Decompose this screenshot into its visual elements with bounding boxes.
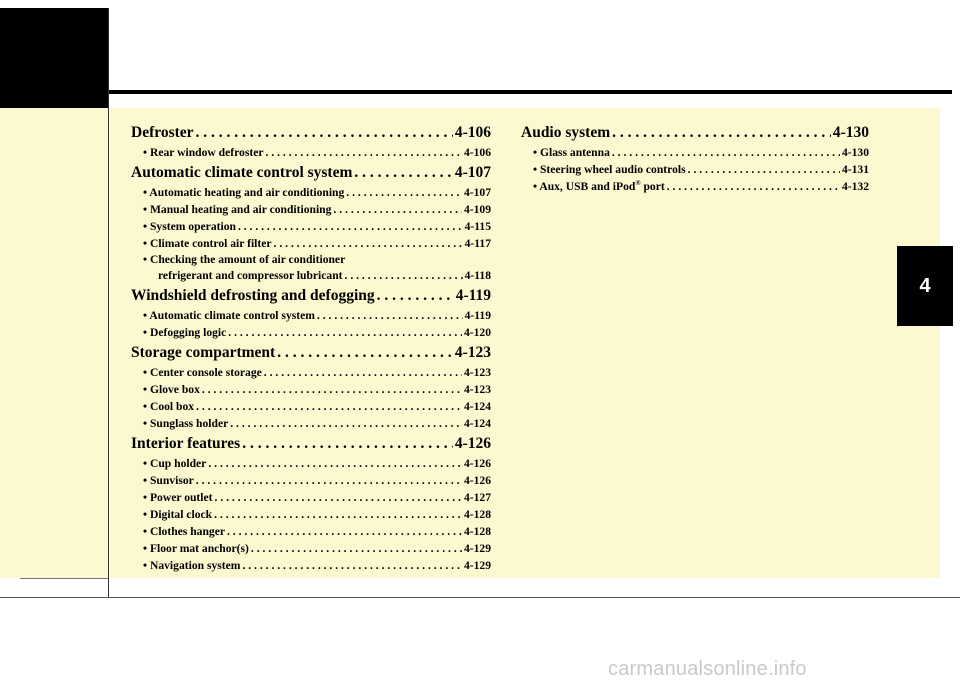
toc-item[interactable]: • Sunvisor . . . 4-126	[131, 472, 491, 489]
toc-item[interactable]: • Climate control air filter . . . 4-117	[131, 235, 491, 252]
toc-section-title[interactable]: Windshield defrosting and defogging . . . 4-119	[131, 285, 491, 307]
watermark: carmanualsonline.info	[608, 658, 807, 680]
toc-item[interactable]: • Cup holder . . . 4-126	[131, 455, 491, 472]
toc-item[interactable]: • Power outlet . . . 4-127	[131, 489, 491, 506]
margin-footer-rule	[20, 578, 108, 579]
toc-section-title[interactable]: Storage compartment . . . 4-123	[131, 342, 491, 364]
toc-section-storage	[131, 342, 491, 432]
toc-item[interactable]: • Clothes hanger . . . 4-128	[131, 523, 491, 540]
toc-section-title[interactable]: Defroster . . . 4-106	[131, 122, 491, 144]
toc-item[interactable]: • System operation . . . 4-115	[131, 218, 491, 235]
toc-section-interior	[131, 433, 491, 574]
margin-divider	[108, 8, 109, 598]
toc-item[interactable]: • Manual heating and air conditioning . . . 4-109	[131, 201, 491, 218]
toc-item[interactable]: • Checking the amount of air conditioner	[143, 253, 346, 266]
margin-panel	[0, 108, 108, 578]
toc-item[interactable]: • Glove box . . . 4-123	[131, 381, 491, 398]
toc-item[interactable]: • Navigation system . . . 4-129	[131, 557, 491, 574]
toc-item[interactable]: • Sunglass holder . . . 4-124	[131, 415, 491, 432]
toc-item[interactable]: • Glass antenna . . . 4-130	[521, 144, 869, 161]
toc-item[interactable]: • Floor mat anchor(s) . . . 4-129	[131, 540, 491, 557]
toc-section-audio	[521, 122, 869, 195]
toc-section-defroster	[131, 122, 491, 161]
toc-item[interactable]: • Aux, USB and iPod® port . . . 4-132	[521, 178, 869, 195]
toc-item[interactable]: • Defogging logic . . . 4-120	[131, 324, 491, 341]
toc-section-title[interactable]: Interior features . . . 4-126	[131, 433, 491, 455]
toc-section-title[interactable]: Audio system . . . 4-130	[521, 122, 869, 144]
footer-rule	[0, 597, 960, 598]
toc-section-windshield	[131, 285, 491, 341]
toc-section-title[interactable]: Automatic climate control system . . . 4-107	[131, 162, 491, 184]
chapter-header-block	[0, 8, 108, 108]
toc-section-climate-control	[131, 162, 491, 284]
toc-item[interactable]: • Center console storage . . . 4-123	[131, 364, 491, 381]
chapter-tab[interactable]	[897, 246, 953, 326]
toc-item[interactable]: • Steering wheel audio controls . . . 4-131	[521, 161, 869, 178]
toc-item-continuation[interactable]: refrigerant and compressor lubricant . . . 4-118	[131, 267, 491, 284]
toc-item[interactable]: • Automatic heating and air conditioning . . . 4-107	[131, 184, 491, 201]
toc-column-right	[521, 122, 869, 196]
toc-item[interactable]: • Digital clock . . . 4-128	[131, 506, 491, 523]
toc-item[interactable]: • Rear window defroster . . . 4-106	[131, 144, 491, 161]
toc-column-left	[131, 122, 491, 575]
chapter-number: 4	[919, 274, 931, 297]
header-rule	[108, 90, 952, 94]
toc-item[interactable]: • Automatic climate control system . . . 4-119	[131, 307, 491, 324]
toc-item[interactable]: • Cool box . . . 4-124	[131, 398, 491, 415]
registered-mark: ®	[635, 179, 641, 188]
